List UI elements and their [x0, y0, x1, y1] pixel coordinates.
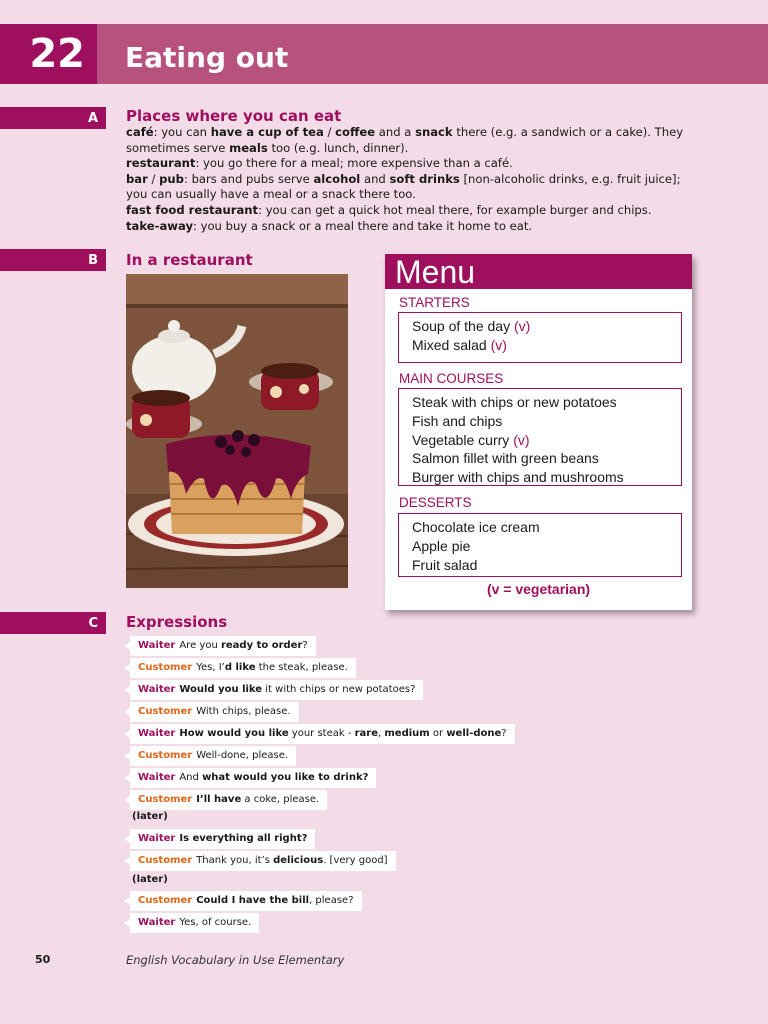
menu-main-courses-box [398, 388, 682, 486]
menu-item: Burger with chips and mushrooms [412, 469, 624, 486]
later-note: (later) [132, 811, 168, 822]
menu-legend: (v = vegetarian) [486, 581, 591, 597]
definition-fast-food: fast food restaurant: you can get a quick hot meal there, for example burger and chips. [126, 202, 652, 217]
section-b-heading: In a restaurant [126, 251, 253, 269]
definition-bar-pub: bar / pub: bars and pubs serve alcohol and soft drinks [non-alcoholic drinks, e.g. fruit juice]; you can usually have a meal or a snack there too. [126, 171, 681, 202]
definition-cafe: café: you can have a cup of tea / coffee and a snack there (e.g. a sandwich or a cake). They sometimes serve meals too (e.g. lunch, dinner). [126, 125, 684, 155]
dialogue-line: Customer Well-done, please. [130, 746, 296, 766]
restaurant-photo [126, 274, 348, 588]
menu-category-desserts: DESSERTS [399, 495, 472, 510]
dialogue-line: Customer Thank you, it’s delicious. [very good] [130, 851, 396, 871]
dialogue-line: Waiter And what would you like to drink? [130, 768, 376, 788]
definition-take-away: take-away: you buy a snack or a meal there and take it home to eat. [126, 218, 533, 233]
dialogue-line: Customer I’ll have a coke, please. [130, 790, 327, 810]
menu-desserts-box [398, 513, 682, 577]
menu-item: Fruit salad [412, 556, 478, 573]
menu-item: Soup of the day (v) [412, 318, 531, 334]
dialogue-line: Waiter Would you like it with chips or new potatoes? [130, 680, 423, 700]
section-a-tab: A [0, 107, 106, 129]
unit-number: 22 [0, 24, 97, 84]
dialogue-line: Waiter How would you like your steak - rare, medium or well-done? [130, 724, 515, 744]
pancakes-tea-illustration [126, 274, 348, 588]
menu-title: Menu [385, 254, 692, 289]
dialogue-line: Customer Could I have the bill, please? [130, 891, 362, 911]
menu-category-starters: STARTERS [399, 295, 470, 310]
menu-starters-box [398, 312, 682, 363]
menu-item: Steak with chips or new potatoes [412, 394, 617, 410]
section-c-tab: C [0, 612, 106, 634]
dialogue-line: Waiter Are you ready to order? [130, 636, 316, 656]
menu-category-main-courses: MAIN COURSES [399, 371, 504, 386]
dialogue-line: Waiter Is everything all right? [130, 829, 315, 849]
section-b-tab: B [0, 249, 106, 271]
menu-item: Salmon fillet with green beans [412, 450, 599, 467]
later-note: (later) [132, 874, 168, 885]
dialogue-line: Waiter Yes, of course. [130, 913, 259, 933]
definition-restaurant: restaurant: you go there for a meal; more expensive than a café. [126, 156, 513, 171]
menu-item: Chocolate ice cream [412, 519, 540, 535]
menu-item: Fish and chips [412, 412, 503, 429]
definitions-list [126, 125, 696, 234]
dialogue-line: Customer Yes, I’d like the steak, please. [130, 658, 356, 678]
section-c-heading: Expressions [126, 613, 228, 631]
page-title: Eating out [97, 24, 768, 84]
menu-item: Apple pie [412, 537, 471, 554]
menu-item: Vegetable curry (v) [412, 431, 530, 448]
dialogue-line: Customer With chips, please. [130, 702, 299, 722]
page-number: 50 [35, 953, 51, 966]
section-a-heading: Places where you can eat [126, 107, 342, 125]
menu-card [385, 254, 692, 610]
book-title: English Vocabulary in Use Elementary [126, 953, 345, 967]
menu-item: Mixed salad (v) [412, 336, 507, 353]
